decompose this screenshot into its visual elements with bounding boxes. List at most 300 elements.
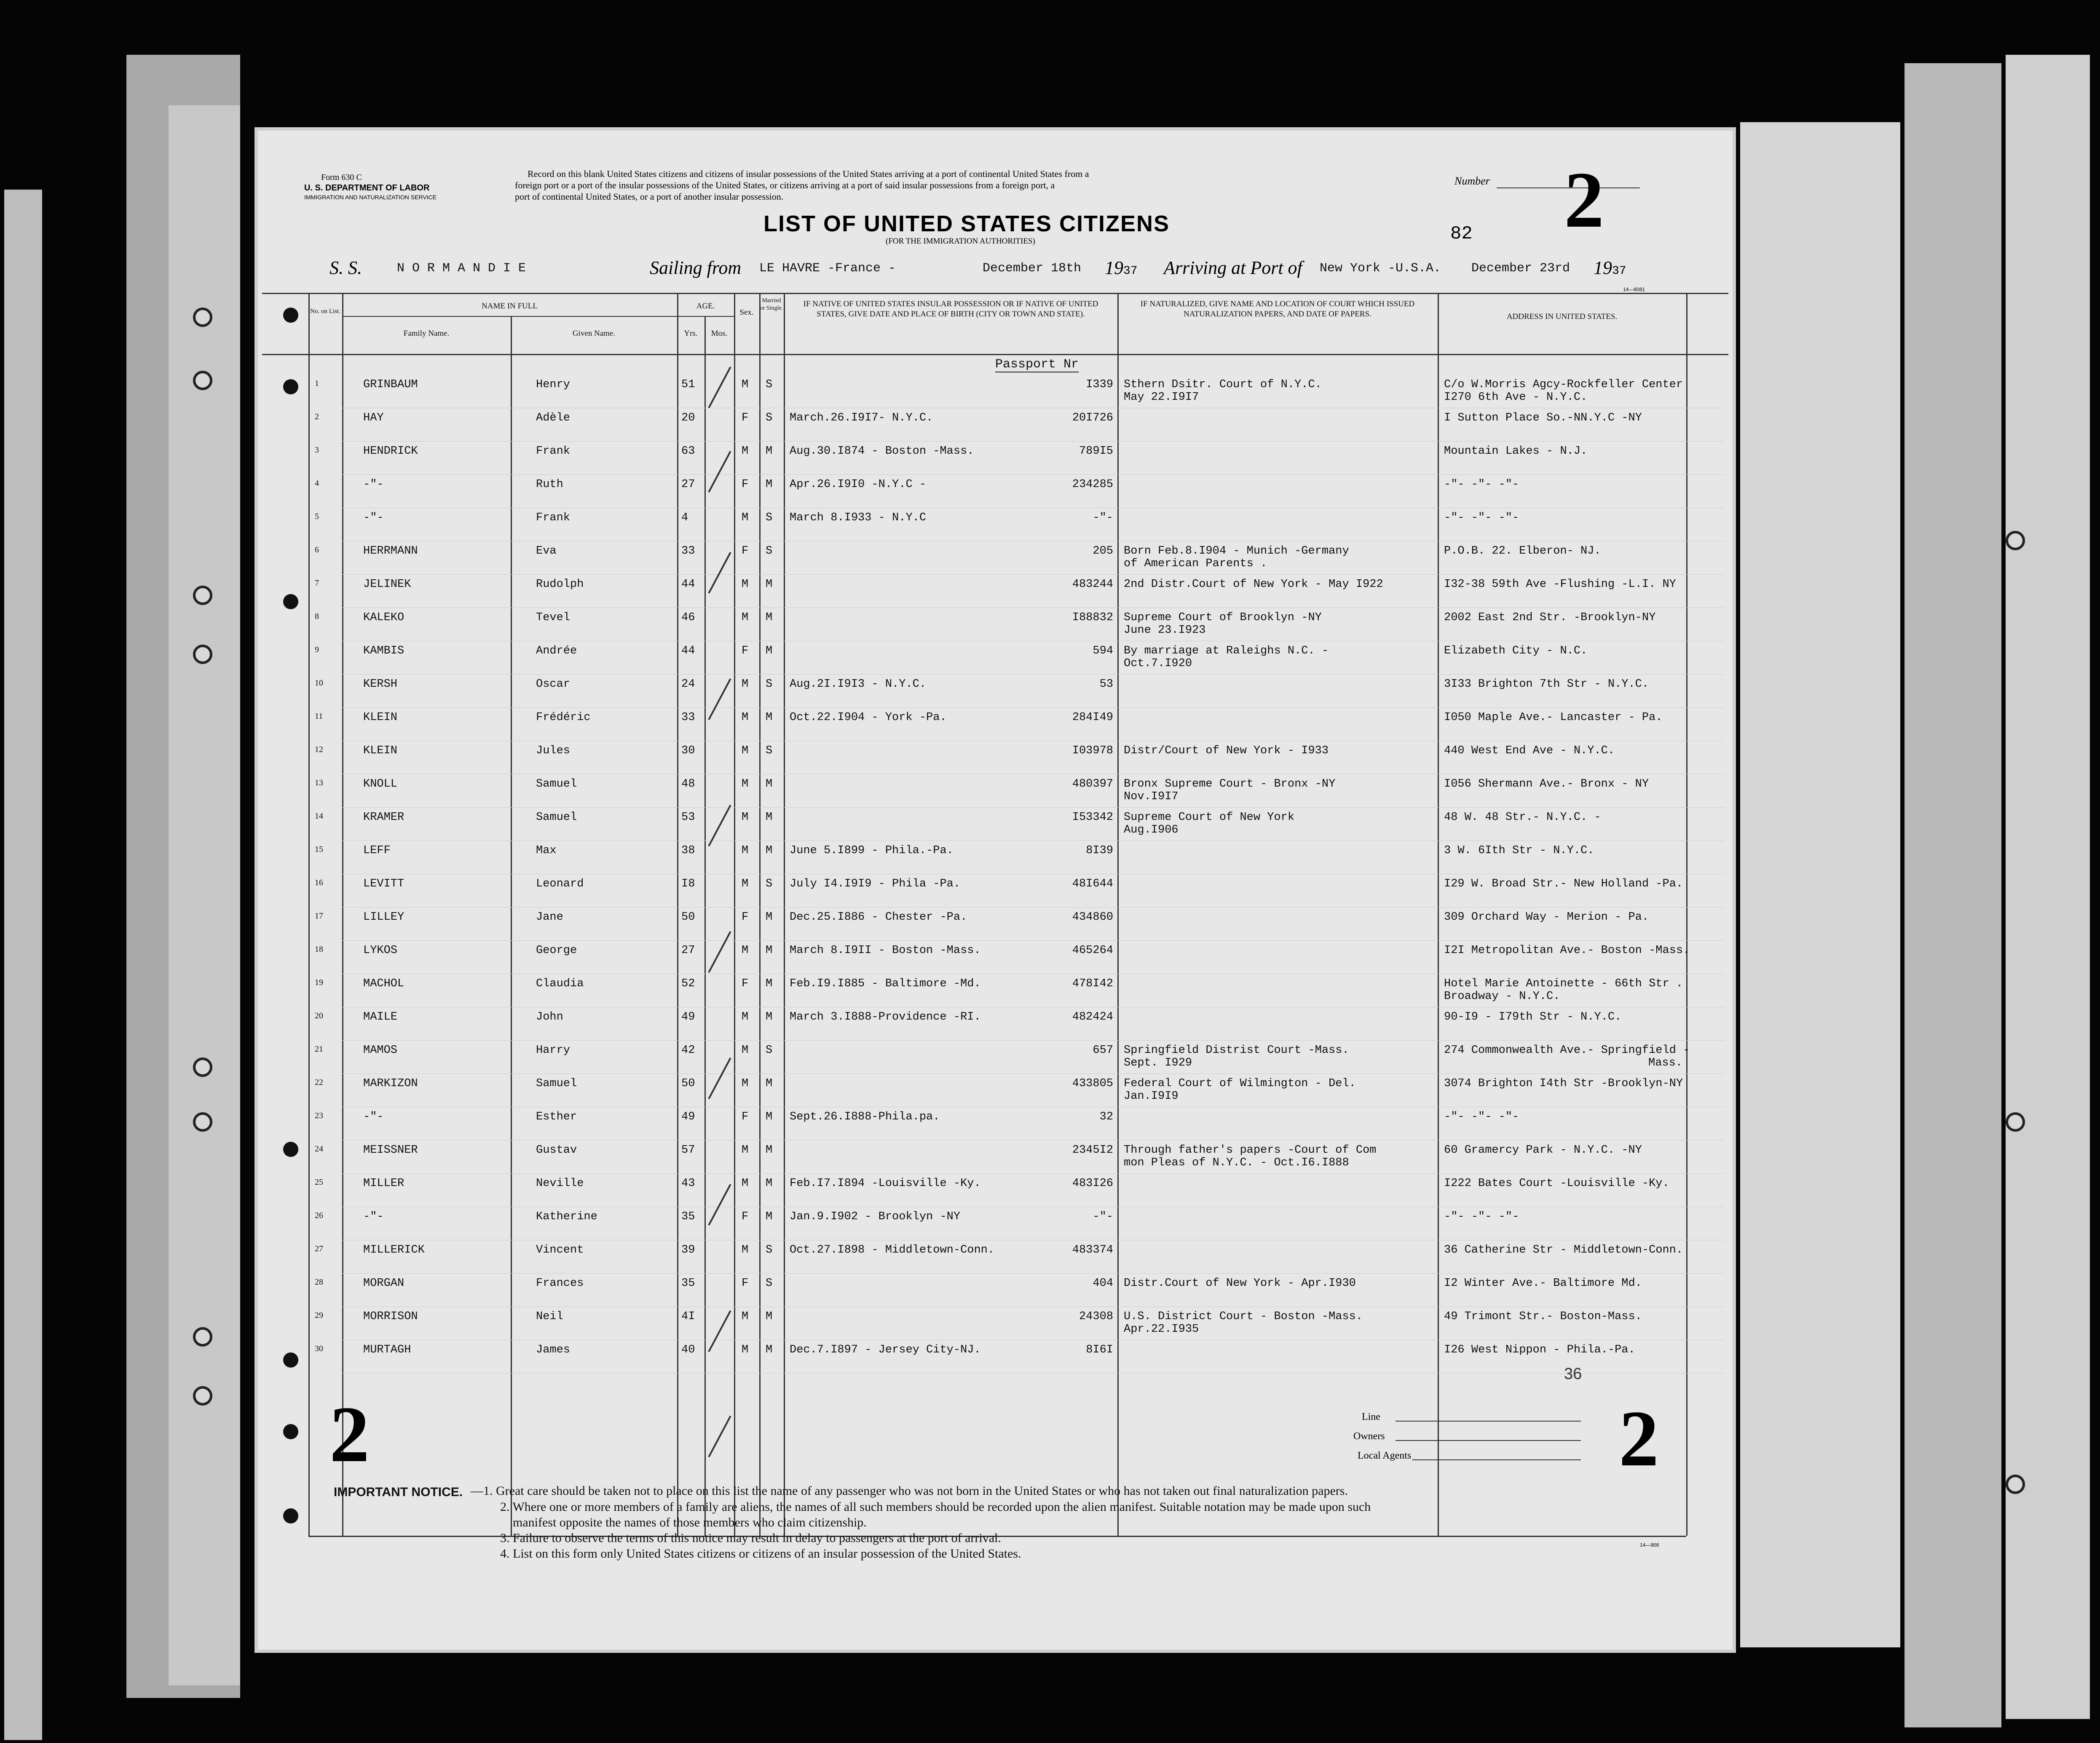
given-name: Frank — [536, 445, 571, 458]
manifest-sheet — [258, 131, 1733, 1649]
naturalization-info: Federal Court of Wilmington - Del. — [1124, 1077, 1356, 1090]
header-name-in-full: NAME IN FULL — [482, 302, 538, 311]
row-number: 3 — [315, 445, 319, 455]
number-label: Number — [1454, 175, 1490, 187]
binder-hole — [193, 1058, 212, 1077]
notice-1: —1. Great care should be taken not to place on this list the name of any passenger who was not born in the United States or who has not taken out final naturalization papers. — [471, 1484, 1348, 1498]
family-name: MILLER — [363, 1177, 404, 1190]
age-years: 30 — [681, 744, 695, 757]
passport-number: I53342 — [1072, 811, 1113, 824]
age-years: 4 — [681, 511, 688, 524]
row-rule — [342, 707, 1724, 708]
age-years: 43 — [681, 1177, 695, 1190]
naturalization-info: Bronx Supreme Court - Bronx -NY — [1124, 778, 1336, 790]
given-name: Neville — [536, 1177, 584, 1190]
sex: F — [742, 911, 749, 924]
family-name: -"- — [363, 511, 384, 524]
marital-status: M — [766, 811, 773, 824]
footer-printer-note: 14—908 — [1640, 1542, 1659, 1548]
row-number: 27 — [315, 1244, 323, 1253]
passport-number: 434860 — [1072, 911, 1113, 924]
passport-number: 483244 — [1072, 578, 1113, 591]
birth-info: Dec.7.I897 - Jersey City-NJ. — [790, 1344, 981, 1356]
given-name: James — [536, 1344, 571, 1356]
address: 274 Commonwealth Ave.- Springfield - — [1444, 1044, 1690, 1057]
given-name: George — [536, 944, 577, 957]
row-rule — [342, 441, 1724, 442]
row-number: 30 — [315, 1344, 323, 1353]
sex: M — [742, 1244, 749, 1256]
given-name: Adèle — [536, 412, 571, 424]
passport-number: 8I39 — [1086, 844, 1113, 857]
age-years: I8 — [681, 878, 695, 890]
given-name: Ruth — [536, 478, 563, 491]
row-number: 20 — [315, 1011, 323, 1020]
passport-number: 24308 — [1079, 1310, 1113, 1323]
header-yrs: Yrs. — [684, 329, 698, 338]
binder-hole — [2006, 1112, 2025, 1132]
marital-status: S — [766, 1277, 773, 1290]
departure-port: LE HAVRE -France - — [759, 261, 896, 276]
naturalization-date: Nov.I9I7 — [1124, 790, 1179, 803]
year-prefix: 19 — [1594, 257, 1612, 278]
sheet-number-right: 2 — [1619, 1395, 1659, 1483]
given-name: Claudia — [536, 977, 584, 990]
marital-status: S — [766, 1244, 773, 1256]
passport-number: 789I5 — [1079, 445, 1113, 458]
given-name: Rudolph — [536, 578, 584, 591]
sex: M — [742, 445, 749, 458]
given-name: Neil — [536, 1310, 563, 1323]
address: 3074 Brighton I4th Str -Brooklyn-NY — [1444, 1077, 1683, 1090]
header-given-name: Given Name. — [572, 329, 616, 338]
address: 3 W. 6Ith Str - N.Y.C. — [1444, 844, 1594, 857]
given-name: Vincent — [536, 1244, 584, 1256]
row-number: 5 — [315, 512, 319, 521]
binder-hole — [193, 586, 212, 605]
arrival-year — [1594, 257, 1626, 278]
sheet-number-left: 2 — [329, 1390, 370, 1479]
header-sex: Sex. — [739, 308, 754, 317]
col-sep — [704, 316, 706, 1536]
row-number: 21 — [315, 1044, 323, 1054]
age-years: 50 — [681, 911, 695, 924]
family-name: MURTAGH — [363, 1344, 411, 1356]
marital-status: M — [766, 1011, 773, 1023]
address: -"- -"- -"- — [1444, 1111, 1519, 1123]
departure-date: December 18th — [983, 261, 1082, 276]
family-name: LYKOS — [363, 944, 398, 957]
binder-hole — [193, 1112, 212, 1132]
instructions-line-2: foreign port or a port of the insular possessions of the United States, or citizens arriving at a port of said insular possessions from a foreign port, a — [515, 180, 1055, 190]
family-name: LILLEY — [363, 911, 404, 924]
line-underline — [1396, 1421, 1581, 1422]
row-number: 12 — [315, 745, 323, 754]
row-number: 29 — [315, 1311, 323, 1320]
address: -"- -"- -"- — [1444, 478, 1519, 491]
given-name: Oscar — [536, 678, 571, 691]
service-name: IMMIGRATION AND NATURALIZATION SERVICE — [304, 194, 437, 201]
family-name: HENDRICK — [363, 445, 418, 458]
passport-number: I03978 — [1072, 744, 1113, 757]
marital-status: S — [766, 412, 773, 424]
passport-number: 478I42 — [1072, 977, 1113, 990]
binder-punch — [283, 1424, 298, 1439]
marital-status: M — [766, 778, 773, 790]
col-sep — [308, 293, 310, 1536]
address-line-2: Mass. — [1648, 1057, 1683, 1069]
row-rule — [342, 807, 1724, 808]
marital-status: M — [766, 1077, 773, 1090]
naturalization-info: Springfield Distrist Court -Mass. — [1124, 1044, 1349, 1057]
row-rule — [342, 907, 1724, 908]
passport-number: -"- — [1093, 1210, 1113, 1223]
passenger-count: 36 — [1564, 1365, 1582, 1383]
naturalization-date: Apr.22.I935 — [1124, 1323, 1199, 1336]
col-sep — [759, 293, 761, 1536]
family-name: GRINBAUM — [363, 378, 418, 391]
address: I29 W. Broad Str.- New Holland -Pa. — [1444, 878, 1683, 890]
marital-status: S — [766, 678, 773, 691]
sex: M — [742, 778, 749, 790]
months-dash — [708, 552, 731, 594]
binder-hole — [193, 645, 212, 664]
months-dash — [708, 1058, 731, 1099]
age-years: 27 — [681, 944, 695, 957]
months-dash — [708, 1416, 731, 1457]
passport-number: 205 — [1093, 545, 1113, 557]
col-sep — [677, 293, 678, 1536]
age-years: 44 — [681, 578, 695, 591]
given-name: Katherine — [536, 1210, 597, 1223]
age-years: 20 — [681, 412, 695, 424]
family-name: KERSH — [363, 678, 398, 691]
passport-number: 433805 — [1072, 1077, 1113, 1090]
sex: F — [742, 545, 749, 557]
birth-info: Dec.25.I886 - Chester -Pa. — [790, 911, 967, 924]
sex: F — [742, 412, 749, 424]
family-name: KRAMER — [363, 811, 404, 824]
col-sep — [511, 316, 512, 1536]
row-number: 2 — [315, 412, 319, 421]
age-years: 51 — [681, 378, 695, 391]
binder-hole — [193, 371, 212, 390]
sex: M — [742, 1144, 749, 1157]
sex: F — [742, 1277, 749, 1290]
given-name: Esther — [536, 1111, 577, 1123]
age-years: 63 — [681, 445, 695, 458]
marital-status: M — [766, 478, 773, 491]
naturalization-date: June 23.I923 — [1124, 624, 1206, 637]
address: 48 W. 48 Str.- N.Y.C. - — [1444, 811, 1601, 824]
agents-underline — [1412, 1459, 1581, 1460]
sex: M — [742, 1077, 749, 1090]
ss-label: S. S. — [329, 257, 362, 278]
sex: F — [742, 478, 749, 491]
birth-info: March 8.I9II - Boston -Mass. — [790, 944, 981, 957]
sex: M — [742, 944, 749, 957]
address: 90-I9 - I79th Str - N.Y.C. — [1444, 1011, 1622, 1023]
passport-number: -"- — [1093, 511, 1113, 524]
passport-number: 2345I2 — [1072, 1144, 1113, 1157]
row-number: 1 — [315, 379, 319, 388]
given-name: Henry — [536, 378, 571, 391]
months-dash — [708, 931, 731, 973]
given-name: Samuel — [536, 1077, 577, 1090]
age-years: 24 — [681, 678, 695, 691]
family-name: LEVITT — [363, 878, 404, 890]
passport-number: I88832 — [1072, 611, 1113, 624]
birth-info: July I4.I9I9 - Phila -Pa. — [790, 878, 961, 890]
marital-status: S — [766, 1044, 773, 1057]
page-reference: 82 — [1450, 223, 1473, 244]
family-name: MAILE — [363, 1011, 398, 1023]
owners-label: Owners — [1353, 1431, 1385, 1442]
marital-status: M — [766, 944, 773, 957]
family-name: MARKIZON — [363, 1077, 418, 1090]
arrival-year-suffix: 37 — [1612, 265, 1626, 278]
marital-status: M — [766, 1310, 773, 1323]
sex: F — [742, 977, 749, 990]
row-number: 28 — [315, 1277, 323, 1287]
months-dash — [708, 367, 731, 408]
naturalization-info: Distr.Court of New York - Apr.I930 — [1124, 1277, 1356, 1290]
arrival-date: December 23rd — [1471, 261, 1570, 276]
passport-number: I339 — [1086, 378, 1113, 391]
binder-hole — [193, 1386, 212, 1406]
header-address: ADDRESS IN UNITED STATES. — [1506, 312, 1618, 321]
passport-number: 482424 — [1072, 1011, 1113, 1023]
family-name: -"- — [363, 1210, 384, 1223]
naturalization-date: May 22.I9I7 — [1124, 391, 1199, 404]
age-years: 40 — [681, 1344, 695, 1356]
age-years: 35 — [681, 1277, 695, 1290]
col-sep — [1686, 293, 1688, 1536]
naturalization-info: Supreme Court of New York — [1124, 811, 1295, 824]
col-sep — [784, 293, 785, 1536]
family-name: MORRISON — [363, 1310, 418, 1323]
address: Hotel Marie Antoinette - 66th Str . — [1444, 977, 1683, 990]
printer-note: 14—6081 — [1623, 286, 1645, 292]
marital-status: M — [766, 1344, 773, 1356]
notice-title: IMPORTANT NOTICE. — [334, 1485, 463, 1499]
row-rule — [342, 940, 1724, 941]
naturalization-date: Aug.I906 — [1124, 824, 1179, 836]
naturalization-info: Distr/Court of New York - I933 — [1124, 744, 1329, 757]
sex: M — [742, 511, 749, 524]
marital-status: S — [766, 878, 773, 890]
age-years: 44 — [681, 645, 695, 657]
address: Elizabeth City - N.C. — [1444, 645, 1588, 657]
months-dash — [708, 1310, 731, 1352]
address: Mountain Lakes - N.J. — [1444, 445, 1588, 458]
given-name: John — [536, 1011, 563, 1023]
marital-status: M — [766, 844, 773, 857]
birth-info: Aug.30.I874 - Boston -Mass. — [790, 445, 974, 458]
passport-number: 284I49 — [1072, 711, 1113, 724]
header-no: No. on List. — [310, 308, 340, 315]
age-years: 53 — [681, 811, 695, 824]
family-name: MACHOL — [363, 977, 404, 990]
departure-year — [1105, 257, 1138, 278]
naturalization-date: Jan.I9I9 — [1124, 1090, 1179, 1103]
sex: M — [742, 378, 749, 391]
birth-info: Apr.26.I9I0 -N.Y.C - — [790, 478, 927, 491]
address: 60 Gramercy Park - N.Y.C. -NY — [1444, 1144, 1642, 1157]
line-label: Line — [1362, 1411, 1380, 1422]
list-number: 2 — [1564, 156, 1604, 244]
passport-number: 483374 — [1072, 1244, 1113, 1256]
departure-year-suffix: 37 — [1123, 265, 1138, 278]
row-number: 15 — [315, 845, 323, 854]
age-years: 35 — [681, 1210, 695, 1223]
header-married-single: Married or Single. — [760, 297, 783, 311]
row-number: 19 — [315, 978, 323, 987]
header-mos: Mos. — [711, 329, 728, 338]
family-name: MORGAN — [363, 1277, 404, 1290]
passport-number: 20I726 — [1072, 412, 1113, 424]
sex: M — [742, 611, 749, 624]
family-name: KAMBIS — [363, 645, 404, 657]
row-number: 4 — [315, 479, 319, 488]
row-number: 24 — [315, 1144, 323, 1154]
marital-status: S — [766, 545, 773, 557]
age-years: 49 — [681, 1111, 695, 1123]
family-name: -"- — [363, 478, 384, 491]
given-name: Frank — [536, 511, 571, 524]
birth-info: March.26.I9I7- N.Y.C. — [790, 412, 933, 424]
right-binder-strip — [1740, 122, 1900, 1647]
family-name: KLEIN — [363, 711, 398, 724]
age-years: 50 — [681, 1077, 695, 1090]
marital-status: S — [766, 511, 773, 524]
given-name: Harry — [536, 1044, 571, 1057]
passport-number: 483I26 — [1072, 1177, 1113, 1190]
address: -"- -"- -"- — [1444, 511, 1519, 524]
birth-info: Feb.I7.I894 -Louisville -Ky. — [790, 1177, 981, 1190]
marital-status: M — [766, 1177, 773, 1190]
marital-status: M — [766, 711, 773, 724]
marital-status: M — [766, 1111, 773, 1123]
given-name: Max — [536, 844, 557, 857]
sex: M — [742, 1177, 749, 1190]
row-rule — [342, 1040, 1724, 1041]
passport-number: 594 — [1093, 645, 1113, 657]
family-name: HAY — [363, 412, 384, 424]
birth-info: March 8.I933 - N.Y.C — [790, 511, 927, 524]
binder-punch — [283, 1508, 298, 1523]
left-binder-edge — [169, 105, 240, 1685]
row-number: 17 — [315, 911, 323, 921]
age-years: 48 — [681, 778, 695, 790]
birth-info: Oct.27.I898 - Middletown-Conn. — [790, 1244, 995, 1256]
given-name: Leonard — [536, 878, 584, 890]
marital-status: M — [766, 977, 773, 990]
arrival-port: New York -U.S.A. — [1320, 261, 1441, 276]
row-rule — [342, 1173, 1724, 1174]
binder-hole — [2006, 531, 2025, 550]
sex: M — [742, 578, 749, 591]
address: 36 Catherine Str - Middletown-Conn. — [1444, 1244, 1683, 1256]
col-sep — [1438, 293, 1439, 1536]
sex: M — [742, 1011, 749, 1023]
family-name: MEISSNER — [363, 1144, 418, 1157]
age-years: 46 — [681, 611, 695, 624]
marital-status: M — [766, 445, 773, 458]
address: I050 Maple Ave.- Lancaster - Pa. — [1444, 711, 1663, 724]
given-name: Jules — [536, 744, 571, 757]
age-years: 49 — [681, 1011, 695, 1023]
row-number: 9 — [315, 645, 319, 654]
sex: M — [742, 711, 749, 724]
row-number: 25 — [315, 1178, 323, 1187]
address: 309 Orchard Way - Merion - Pa. — [1444, 911, 1649, 924]
birth-info: June 5.I899 - Phila.-Pa. — [790, 844, 954, 857]
family-name: KNOLL — [363, 778, 398, 790]
birth-info: Aug.2I.I9I3 - N.Y.C. — [790, 678, 927, 691]
sex: F — [742, 645, 749, 657]
marital-status: M — [766, 911, 773, 924]
naturalization-date: mon Pleas of N.Y.C. - Oct.I6.I888 — [1124, 1157, 1349, 1169]
department-name: U. S. DEPARTMENT OF LABOR — [304, 183, 430, 193]
naturalization-info: Sthern Dsitr. Court of N.Y.C. — [1124, 378, 1322, 391]
row-number: 18 — [315, 945, 323, 954]
row-rule — [342, 1273, 1724, 1274]
address: C/o W.Morris Agcy-Rockfeller Center — [1444, 378, 1683, 391]
marital-status: M — [766, 1144, 773, 1157]
row-number: 6 — [315, 545, 319, 554]
birth-info: Sept.26.I888-Phila.pa. — [790, 1111, 940, 1123]
address: 49 Trimont Str.- Boston-Mass. — [1444, 1310, 1642, 1323]
binder-hole — [193, 308, 212, 327]
address: 2002 East 2nd Str. -Brooklyn-NY — [1444, 611, 1656, 624]
form-number: Form 630 C — [321, 173, 362, 182]
family-name: JELINEK — [363, 578, 411, 591]
table-top-border — [262, 293, 1728, 294]
marital-status: S — [766, 744, 773, 757]
binder-hole — [193, 1327, 212, 1347]
naturalization-date: Sept. I929 — [1124, 1057, 1192, 1069]
given-name: Frances — [536, 1277, 584, 1290]
header-birth: IF NATIVE OF UNITED STATES INSULAR POSSESSION OR IF NATIVE OF UNITED STATES, GIVE DATE AND PLACE OF BIRTH (CITY OR TOWN AND STATE). — [803, 300, 1098, 319]
col-sep — [342, 293, 343, 1536]
row-number: 22 — [315, 1078, 323, 1087]
left-binder-strip — [4, 190, 42, 1740]
given-name: Gustav — [536, 1144, 577, 1157]
address: I2 Winter Ave.- Baltimore Md. — [1444, 1277, 1642, 1290]
given-name: Samuel — [536, 778, 577, 790]
sex: F — [742, 1111, 749, 1123]
months-dash — [708, 1184, 731, 1226]
address: P.O.B. 22. Elberon- NJ. — [1444, 545, 1601, 557]
passport-header: Passport Nr — [995, 357, 1079, 372]
row-number: 23 — [315, 1111, 323, 1120]
arriving-label: Arriving at Port of — [1164, 257, 1302, 278]
passport-number: 404 — [1093, 1277, 1113, 1290]
naturalization-info: 2nd Distr.Court of New York - May I922 — [1124, 578, 1383, 591]
family-name: LEFF — [363, 844, 391, 857]
age-years: 27 — [681, 478, 695, 491]
marital-status: M — [766, 1210, 773, 1223]
age-years: 4I — [681, 1310, 695, 1323]
owners-underline — [1396, 1440, 1581, 1441]
address: I056 Shermann Ave.- Bronx - NY — [1444, 778, 1649, 790]
given-name: Jane — [536, 911, 563, 924]
row-rule — [342, 574, 1724, 575]
year-prefix: 19 — [1105, 257, 1123, 278]
sex: M — [742, 678, 749, 691]
naturalization-date: of American Parents . — [1124, 557, 1267, 570]
